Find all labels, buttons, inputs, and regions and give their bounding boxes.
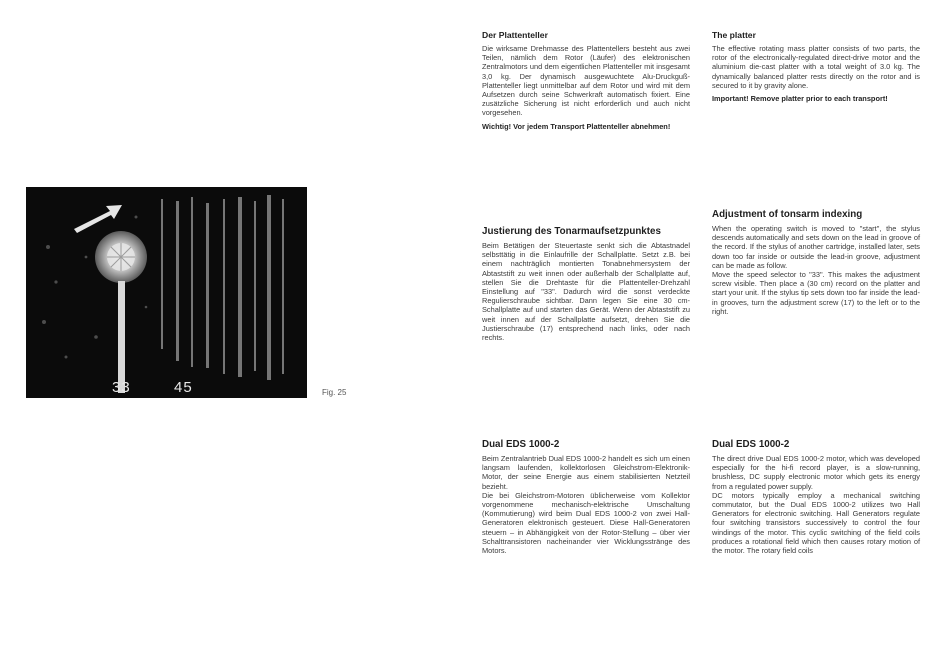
en-tonearm-section — [712, 209, 920, 316]
platter-speed-dial-image — [26, 187, 307, 398]
turntable-photo — [26, 187, 307, 398]
en-tonearm-title: Adjustment of tonsarm indexing — [712, 209, 863, 220]
de-motor-text-1: Beim Zentralantrieb Dual EDS 1000-2 handelt es sich um einen langsam laufenden, kollektorlosen Gleichstrom-Elektronik-Motor, der seine Energie aus einem stabilisierten Netzteil bezieht. — [482, 454, 690, 491]
de-tonearm-title: Justierung des Tonarmaufsetzpunktes — [482, 226, 661, 237]
en-tonearm-text-2: Move the speed selector to "33". This makes the adjustment screw visible. Then place a (30 cm) record on the platter and start your unit. If the stylus tip sets down too far inside the lead-in grooves, turn the adjustment screw (17) to the left or to the right. — [712, 270, 920, 316]
de-platter-warning: Wichtig! Vor jedem Transport Plattenteller abnehmen! — [482, 121, 671, 131]
en-motor-section — [712, 439, 920, 555]
de-motor-title: Dual EDS 1000-2 — [482, 439, 560, 450]
speed-33-label: 33 — [112, 379, 131, 396]
en-motor-text-2: DC motors typically employ a mechanical switching commutator, but the Dual EDS 1000-2 utilizes two Hall Generators for electronic switching. Hall Generators regulate four switching transistors successively to control the four windings of the motor. This cyclic switching of the field coils produces a rotational field which then causes rotary motion of the motor. The rotary field coils — [712, 490, 920, 556]
figure-caption: Fig. 25 — [322, 388, 347, 397]
en-motor-text-1: The direct drive Dual EDS 1000-2 motor, which was developed especially for the hi-fi record player, is a slow-running, brushless, DC supply electronic motor which gets its energy from a regulated power supply. — [712, 454, 920, 491]
en-platter-text: The effective rotating mass platter consists of two parts, the rotor of the electronically-regulated direct-drive motor and the aluminium die-cast platter with a total weight of 3.0 kg. The dynamically balanced platter rests directly on the rotor and is secured to it by gravity alone. — [712, 44, 920, 90]
en-motor-title: Dual EDS 1000-2 — [712, 439, 790, 450]
en-platter-title: The platter — [712, 30, 756, 40]
de-motor-text-2: Die bei Gleichstrom-Motoren üblicherweise vom Kollektor vorgenommene mechanisch-elektrische Umschaltung (Kommutierung) wird beim Dual EDS 1000-2 von zwei Hall-Generatoren elektronisch gesteuert. Diese Hall-Generatoren steuern – in Abhängigkeit von der Rotor-Stellung – über vier Schalttransistoren nacheinander vier Wicklungsstränge des Motors. — [482, 490, 690, 556]
de-tonearm-text: Beim Betätigen der Steuertaste senkt sich die Abtastnadel selbsttätig in die Einlaufrille der Schallplatte. Setzt z.B. bei einem nachträglich montierten Tonabnehmersystem der Abtaststift zu weit innen oder außerhalb der Schallplatte auf, stellen Sie die Drehtaste für die Plattenteller-Drehzahl Einstellung auf "33". Dadurch wird die sonst verdeckte Regulierschraube sichtbar. Dann legen Sie eine 30 cm-Schallplatte auf und starten das Gerät. Wenn der Abtaststift zu weit innen auf der Schallplatte aufsetzt, drehen Sie die Justierschraube (17) entsprechend nach links, oder nach rechts. — [482, 241, 690, 343]
en-platter-section — [712, 30, 920, 103]
de-tonearm-section — [482, 226, 690, 342]
en-tonearm-text-1: When the operating switch is moved to "start", the stylus descends automatically and sets down on the lead in groove of the record. If the stylus of another cartridge, installed later, sets down too far inside or outside the lead-in groove, adjustment can be made as follow. — [712, 224, 920, 270]
de-platter-title: Der Plattenteller — [482, 30, 548, 40]
de-platter-section — [482, 30, 690, 131]
de-motor-section — [482, 439, 690, 555]
de-platter-text: Die wirksame Drehmasse des Plattentellers besteht aus zwei Teilen, nämlich dem Rotor (Läufer) des elektronischen Zentralmotors und dem eigentlichen Plattenteller mit insgesamt 3,0 kg. Der dynamisch ausgewuchtete Alu-Druckguß-Plattenteller liegt unmittelbar auf dem Rotor und wird mit dem Aufsetzen durch seine Schwerkraft automatisch fixiert. Eine zusätzliche Sicherung ist nicht erforderlich und auch nicht vorgesehen. — [482, 44, 690, 118]
en-platter-warning: Important! Remove platter prior to each transport! — [712, 94, 888, 104]
speed-45-label: 45 — [174, 379, 193, 396]
